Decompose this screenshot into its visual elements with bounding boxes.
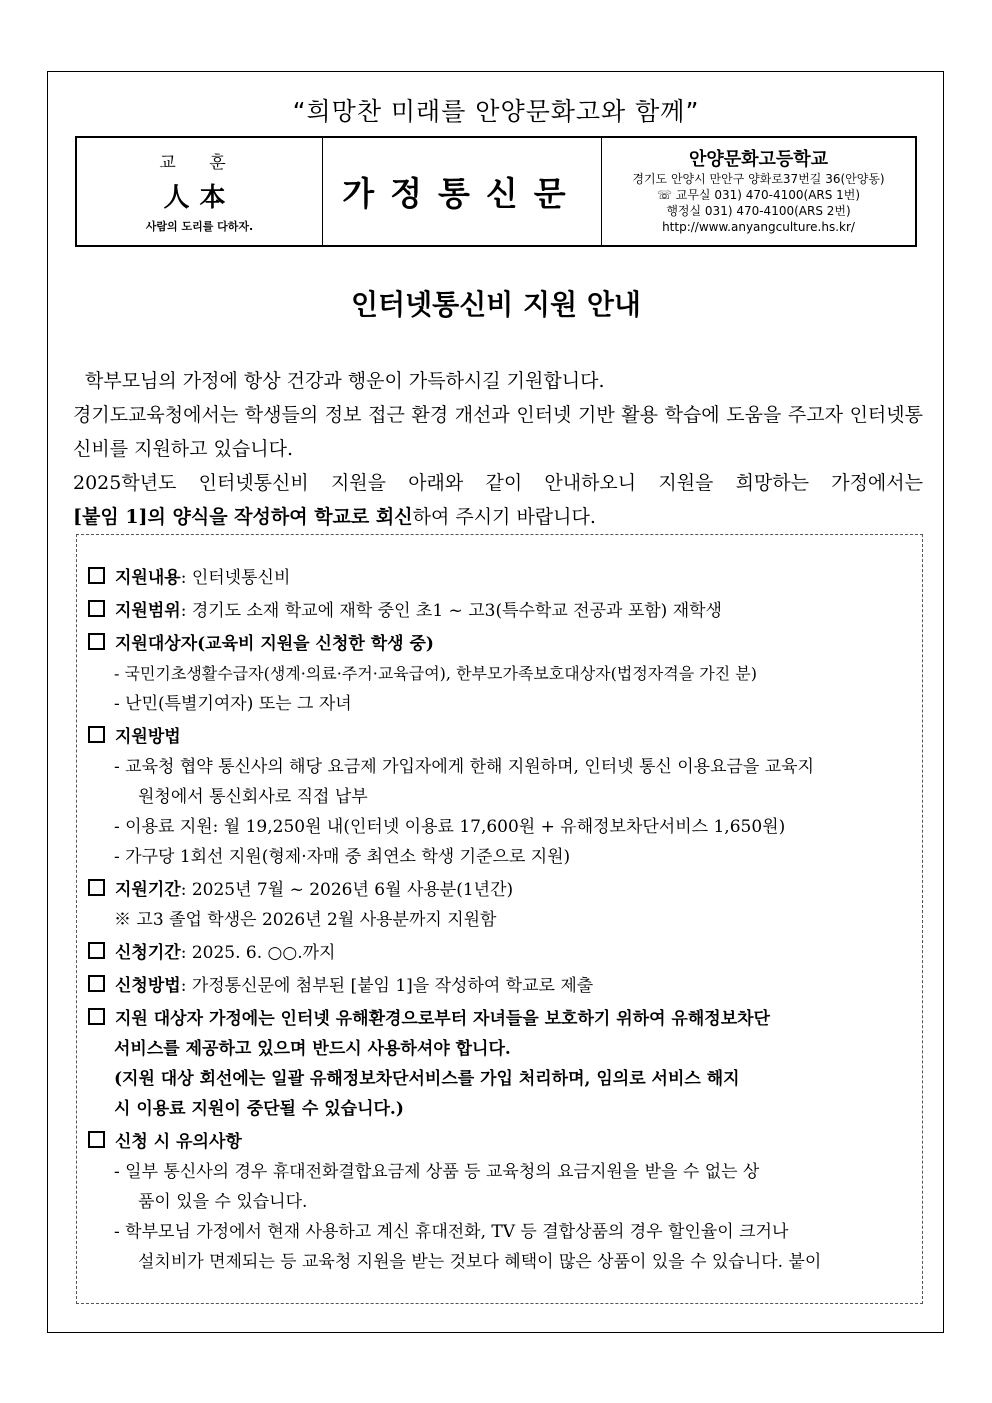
item-label: 신청 시 유의사항 [115, 1132, 242, 1152]
checkbox-icon [88, 633, 105, 650]
notice-title: 인터넷통신비 지원 안내 [351, 288, 641, 321]
caution-detail-1a: - 일부 통신사의 경우 휴대전화결합요금제 상품 등 교육청의 요금지원을 받을 수 없는 상 [114, 1162, 760, 1182]
motto: 人本 [163, 183, 236, 213]
checkbox-icon [88, 1008, 105, 1025]
school-phone-2: 행정실 031) 470-4100(ARS 2번) [666, 204, 851, 218]
intro-paragraph-2: 경기도교육청에서는 학생들의 정보 접근 환경 개선과 인터넷 기반 활용 학습에 도움을 주고자 인터넷통신비를 지원하고 있습니다. [73, 404, 923, 460]
checkbox-icon [88, 600, 105, 617]
item-label: 지원대상자(교육비 지원을 신청한 학생 중) [115, 634, 434, 654]
filter-line-3: (지원 대상 회선에는 일괄 유해정보차단서비스를 가입 처리하며, 임의로 서비스 해지 [114, 1069, 740, 1089]
method-detail-1a: - 교육청 협약 통신사의 해당 요금제 가입자에게 한해 지원하며, 인터넷 통신 이용요금을 교육지 [114, 757, 815, 777]
intro-bold-instruction: [붙임 1]의 양식을 작성하여 학교로 회신 [73, 506, 413, 528]
details-list [88, 563, 918, 1277]
checkbox-icon [88, 975, 105, 992]
target-detail-1: - 국민기초생활수급자(생계·의료·주거·교육급여), 한부모가족보호대상자(법정자격을 가진 분) [114, 664, 757, 683]
item-apply-method [88, 971, 918, 1001]
item-caution [88, 1127, 918, 1157]
intro-tail: 하여 주시기 바랍니다. [412, 506, 596, 528]
item-value: : 가정통신문에 첨부된 [붙임 1]을 작성하여 학교로 제출 [180, 976, 594, 996]
item-content [88, 563, 918, 593]
checkbox-icon [88, 567, 105, 584]
school-slogan: “희망찬 미래를 안양문화고와 함께” [292, 97, 700, 126]
item-label: 신청기간 [115, 943, 181, 963]
item-value: : 2025. 6. ○○.까지 [180, 943, 336, 963]
item-target [88, 629, 918, 659]
item-value: : 2025년 7월 ~ 2026년 6월 사용분(1년간) [180, 880, 514, 900]
school-phone-1: ☏ 교무실 031) 470-4100(ARS 1번) [656, 188, 861, 202]
checkbox-icon [88, 942, 105, 959]
intro-paragraph-1: 학부모님의 가정에 항상 건강과 행운이 가득하시길 기원합니다. [85, 370, 605, 392]
item-value: : 경기도 소재 학교에 재학 중인 초1 ~ 고3(특수학교 전공과 포함) 재학생 [180, 601, 722, 621]
filter-line-2: 서비스를 제공하고 있으며 반드시 사용하셔야 합니다. [114, 1039, 511, 1059]
filter-line-4: 시 이용료 지원이 중단될 수 있습니다.) [114, 1099, 404, 1119]
method-detail-2: - 이용료 지원: 월 19,250원 내(인터넷 이용료 17,600원 + 유해정보차단서비스 1,650원) [114, 817, 786, 837]
item-label: 지원방법 [115, 727, 181, 747]
checkbox-icon [88, 1131, 105, 1148]
checkbox-icon [88, 879, 105, 896]
item-label: 지원범위 [115, 601, 181, 621]
method-detail-3: - 가구당 1회선 지원(형제·자매 중 최연소 학생 기준으로 지원) [114, 847, 571, 867]
school-address: 경기도 안양시 만안구 양화로37번길 36(안양동) [632, 172, 885, 186]
motto-label: 교 훈 [159, 153, 240, 173]
caution-detail-2a: - 학부모님 가정에서 현재 사용하고 계신 휴대전화, TV 등 결합상품의 경우 할인율이 크거나 [114, 1222, 789, 1242]
caution-detail-2b: 설치비가 면제되는 등 교육청 지원을 받는 것보다 혜택이 많은 상품이 있을 수 있습니다. 붙이 [138, 1252, 822, 1272]
document-type: 가정통신문 [323, 138, 602, 245]
school-info-cell [602, 138, 915, 245]
caution-detail-1b: 품이 있을 수 있습니다. [138, 1192, 308, 1212]
school-name: 안양문화고등학교 [688, 149, 829, 170]
filter-line-1: 지원 대상자 가정에는 인터넷 유해환경으로부터 자녀들을 보호하기 위하여 유해정보차단 [115, 1009, 770, 1029]
checkbox-icon [88, 726, 105, 743]
item-method [88, 722, 918, 752]
item-filter [88, 1004, 918, 1034]
item-label: 지원기간 [115, 880, 181, 900]
item-label: 신청방법 [115, 976, 181, 996]
item-period [88, 875, 918, 905]
motto-cell [77, 138, 323, 245]
period-note: ※ 고3 졸업 학생은 2026년 2월 사용분까지 지원함 [114, 910, 497, 930]
item-apply-period [88, 938, 918, 968]
letterhead-table [75, 136, 917, 247]
item-label: 지원내용 [115, 568, 181, 588]
school-url[interactable]: http://www.anyangculture.hs.kr/ [662, 220, 855, 234]
intro-paragraph-3: 2025학년도 인터넷통신비 지원을 아래와 같이 안내하오니 지원을 희망하는 가정에서는 [73, 472, 923, 494]
target-detail-2: - 난민(특별기여자) 또는 그 자녀 [114, 694, 352, 714]
method-detail-1b: 원청에서 통신회사로 직접 납부 [138, 787, 368, 807]
motto-subtitle: 사람의 도리를 다하자. [145, 220, 254, 233]
item-value: : 인터넷통신비 [180, 568, 291, 588]
intro-text [73, 364, 923, 534]
intro-paragraph-4 [73, 500, 923, 534]
item-range [88, 596, 918, 626]
